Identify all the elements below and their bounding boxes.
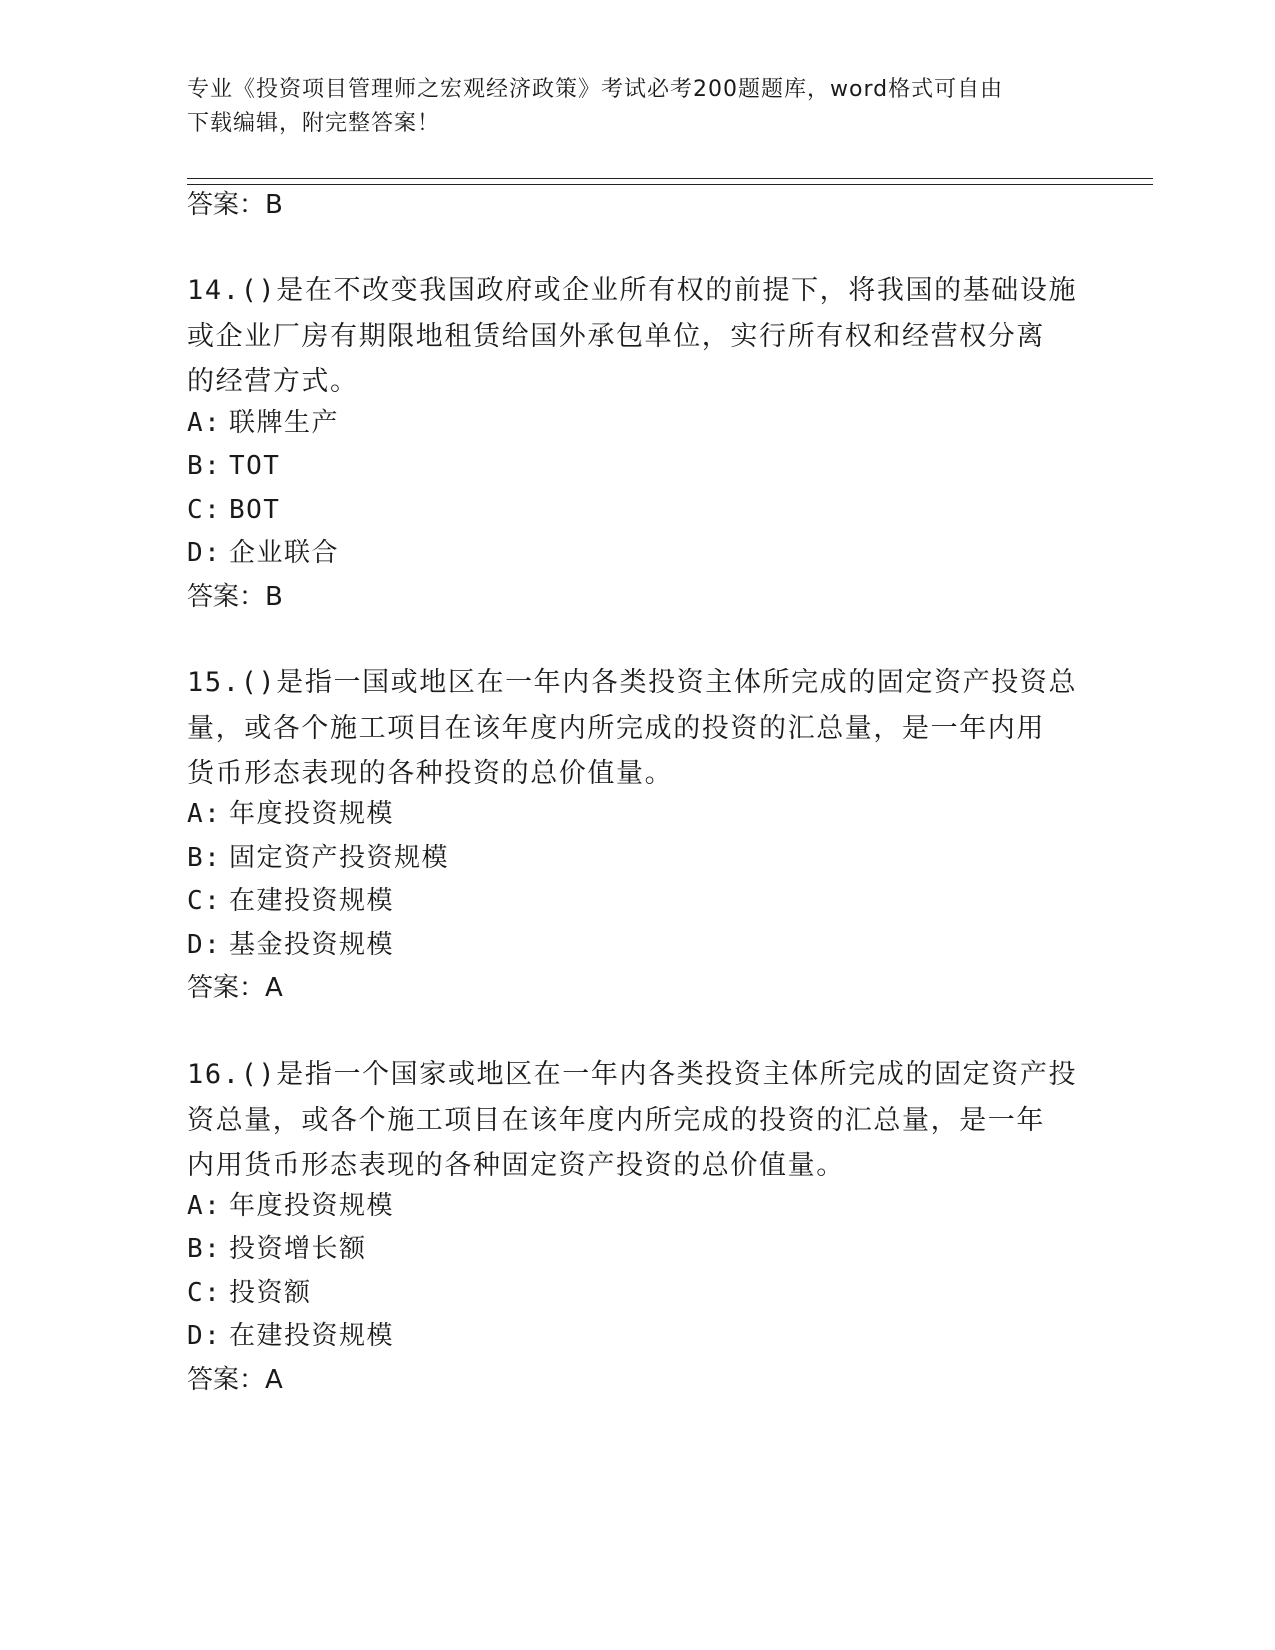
question-14-option-c: [187, 490, 280, 530]
option-text: 在建投资规模: [229, 1321, 395, 1351]
question-line: 量，或各个施工项目在该年度内所完成的投资的汇总量，是一年内用: [187, 712, 1045, 744]
header-line-2: 下载编辑，附完整答案！: [187, 111, 441, 136]
option-text: 在建投资规模: [229, 886, 395, 916]
option-label: B:: [187, 451, 222, 481]
answer-16: 答案：A: [187, 1365, 283, 1395]
question-line: 或企业厂房有期限地租赁给国外承包单位，实行所有权和经营权分离: [187, 320, 1045, 352]
header-divider-secondary: [187, 184, 1153, 185]
option-label: C:: [187, 1278, 222, 1308]
option-text: 固定资产投资规模: [229, 843, 450, 873]
option-label: A:: [187, 799, 222, 829]
answer-15: 答案：A: [187, 973, 283, 1003]
answer-13: 答案：B: [187, 190, 283, 220]
option-label: D:: [187, 538, 222, 568]
option-text: 基金投资规模: [229, 930, 395, 960]
question-16-option-b: [187, 1229, 367, 1269]
question-line: 的经营方式。: [187, 366, 359, 397]
question-16-text: [187, 1052, 1087, 1189]
option-text: 投资增长额: [229, 1234, 367, 1264]
option-text: 投资额: [229, 1278, 312, 1308]
question-16-option-a: [187, 1186, 394, 1226]
question-line: 货币形态表现的各种投资的总价值量。: [187, 758, 674, 789]
option-label: D:: [187, 1321, 222, 1351]
option-text: 年度投资规模: [229, 799, 395, 829]
question-15-option-a: [187, 794, 394, 834]
option-text: 企业联合: [229, 538, 340, 568]
question-15-option-b: [187, 838, 449, 878]
option-label: B:: [187, 1234, 222, 1264]
header-line-1: 专业《投资项目管理师之宏观经济政策》考试必考200题题库，word格式可自由: [187, 77, 1004, 102]
option-label: A:: [187, 408, 222, 438]
option-label: D:: [187, 930, 222, 960]
option-label: C:: [187, 886, 222, 916]
header-divider: [187, 178, 1153, 179]
option-text: 年度投资规模: [229, 1191, 395, 1221]
option-label: B:: [187, 843, 222, 873]
question-line: 14.()是在不改变我国政府或企业所有权的前提下，将我国的基础设施: [187, 275, 1078, 306]
question-14-option-a: [187, 403, 339, 443]
question-16-option-c: [187, 1273, 312, 1313]
question-15-option-d: [187, 925, 394, 965]
question-line: 资总量，或各个施工项目在该年度内所完成的投资的汇总量，是一年: [187, 1104, 1045, 1136]
option-label: C:: [187, 495, 222, 525]
question-line: 内用货币形态表现的各种固定资产投资的总价值量。: [187, 1150, 845, 1181]
question-14-text: [187, 268, 1087, 405]
question-14-option-b: [187, 446, 280, 486]
question-16-option-d: [187, 1316, 394, 1356]
option-text: BOT: [229, 495, 281, 525]
document-header: [187, 73, 1087, 141]
answer-14: 答案：B: [187, 582, 283, 612]
question-15-text: [187, 660, 1087, 797]
question-line: 15.()是指一国或地区在一年内各类投资主体所完成的固定资产投资总: [187, 667, 1078, 698]
question-15-option-c: [187, 881, 394, 921]
question-line: 16.()是指一个国家或地区在一年内各类投资主体所完成的固定资产投: [187, 1059, 1078, 1090]
option-text: TOT: [229, 451, 281, 481]
question-14-option-d: [187, 533, 339, 573]
option-text: 联牌生产: [229, 408, 340, 438]
option-label: A:: [187, 1191, 222, 1221]
